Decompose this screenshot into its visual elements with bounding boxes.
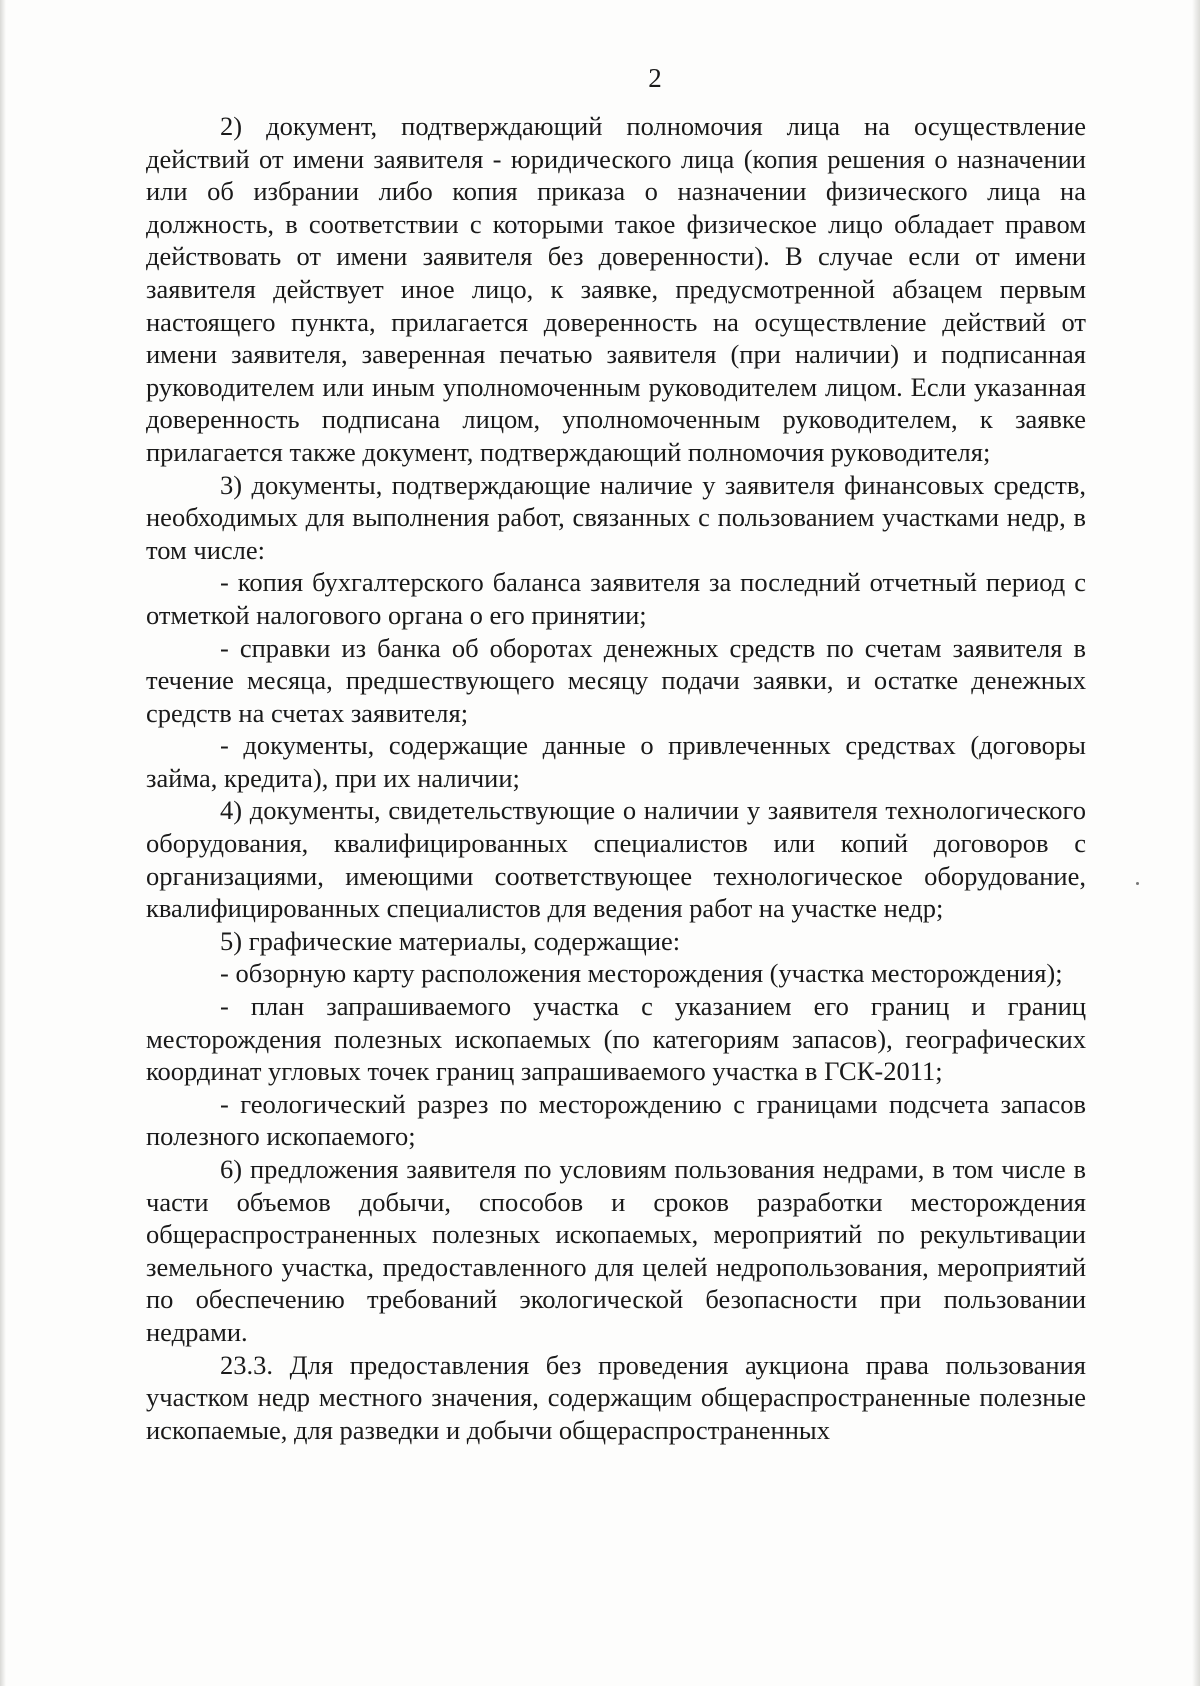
list-item-geological-section: - геологический разрез по месторождению с границами подсчета запасов полезного ископаемого; xyxy=(146,1088,1086,1152)
paragraph-23-3: 23.3. Для предоставления без проведения аукциона права пользования участком недр местного значения, содержащим общераспространенные полезные ископаемые, для разведки и добычи общераспространенных xyxy=(146,1349,1086,1445)
paragraph-3-financial-documents: 3) документы, подтверждающие наличие у заявителя финансовых средств, необходимых для выполнения работ, связанных с пользованием участками недр, в том числе: xyxy=(146,469,1086,565)
list-item-site-plan: - план запрашиваемого участка с указанием его границ и границ месторождения полезных ископаемых (по категориям запасов), географических координат угловых точек границ запрашиваемого участка в ГСК-2011; xyxy=(146,991,1086,1087)
list-item-overview-map: - обзорную карту расположения месторождения (участка месторождения); xyxy=(220,958,1063,989)
paragraph-5-graphic-materials: 5) графические материалы, содержащие: xyxy=(220,925,681,956)
scan-edge-right xyxy=(1192,0,1200,1686)
paragraph-4-equipment-specialists: 4) документы, свидетельствующие о наличии у заявителя технологического оборудования, квалифицированных специалистов или копий договоров с организациями, имеющими соответствующее технологическое оборудование, квалифицированных специалистов для ведения работ на участке недр; xyxy=(146,795,1086,924)
paragraph-2-authority-document: 2) документ, подтверждающий полномочия лица на осуществление действий от имени заявителя - юридического лица (копия решения о назначении или об избрании либо копия приказа о назначении физического лица на должность, в соответствии с которыми такое физическое лицо обладает правом действовать от имени заявителя без доверенности). В случае если от имени заявителя действует иное лицо, к заявке, предусмотренной абзацем первым настоящего пункта, прилагается доверенность на осуществление действий от имени заявителя, заверенная печатью заявителя (при наличии) и подписанная руководителем или иным уполномоченным руководителем лицом. Если указанная доверенность подписана лицом, уполномоченным руководителем, к заявке прилагается также документ, подтверждающий полномочия руководителя; xyxy=(146,111,1086,467)
list-item-balance-sheet: - копия бухгалтерского баланса заявителя за последний отчетный период с отметкой налогового органа о его принятии; xyxy=(146,567,1086,630)
scan-speck xyxy=(1136,882,1139,885)
list-item-borrowed-funds: - документы, содержащие данные о привлеченных средствах (договоры займа, кредита), при их наличии; xyxy=(146,730,1086,793)
page-number: 2 xyxy=(648,63,662,93)
paragraph-6-proposals: 6) предложения заявителя по условиям пользования недрами, в том числе в части объемов добычи, способов и сроков разработки месторождения общераспространенных полезных ископаемых, мероприятий по рекультивации земельного участка, предоставленного для целей недропользования, мероприятий по обеспечению требований экологической безопасности при пользовании недрами. xyxy=(146,1154,1086,1347)
scan-edge-left xyxy=(0,0,6,1686)
document-body xyxy=(146,110,1086,1446)
list-item-bank-statements: - справки из банка об оборотах денежных средств по счетам заявителя в течение месяца, предшествующего месяцу подачи заявки, и остатке денежных средств на счетах заявителя; xyxy=(146,632,1086,728)
